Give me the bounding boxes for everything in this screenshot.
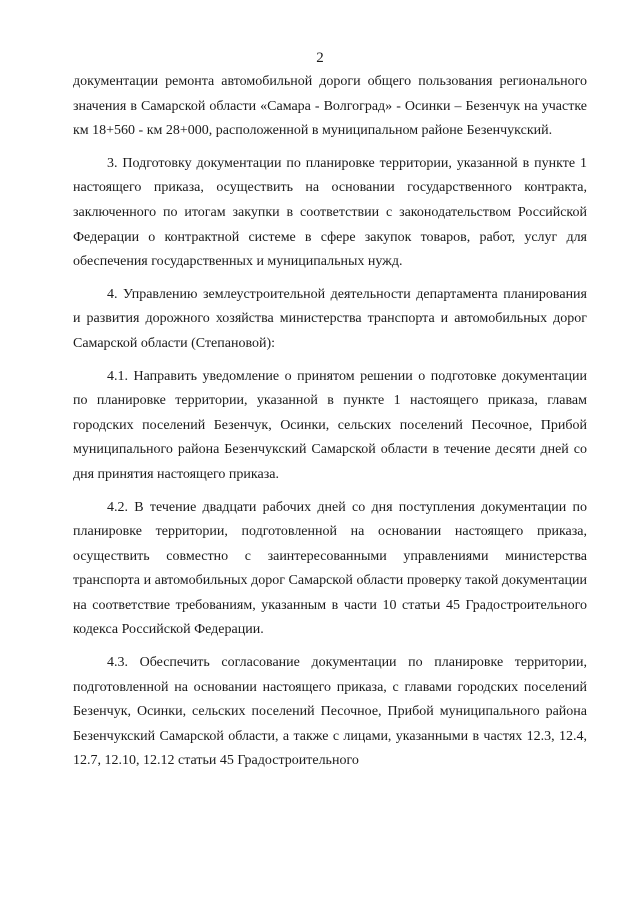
paragraph-item-4-1: 4.1. Направить уведомление о принятом решении о подготовке документации по планировке территории, указанной в пункте 1 настоящего приказа, главам городских поселений Безенчук, Осинки, сельских поселений Песочное, Прибой муниципального района Безенчукский Самарской области в течение десяти дней со дня принятия настоящего приказа. bbox=[73, 368, 587, 482]
paragraph-item-3: 3. Подготовку документации по планировке территории, указанной в пункте 1 настоящего приказа, осуществить на основании государственного контракта, заключенного по итогам закупки в соответствии с законодательством Российской Федерации о контрактной системе в сфере закупок товаров, работ, услуг для обеспечения государственных и муниципальных нужд. bbox=[73, 155, 587, 270]
paragraph-item-4-3: 4.3. Обеспечить согласование документации по планировке территории, подготовленной на основании настоящего приказа, с главами городских поселений Безенчук, Осинки, сельских поселений Песочное, Прибой муниципального района Безенчукский Самарской области, а также с лицами, указанными в частях 12.3, 12.4, 12.7, 12.10, 12.12 статьи 45 Градостроительного bbox=[73, 655, 587, 769]
page-number: 2 bbox=[316, 50, 324, 66]
paragraph-item-4: 4. Управлению землеустроительной деятельности департамента планирования и развития дорожного хозяйства министерства транспорта и автомобильных дорог Самарской области (Степановой): bbox=[73, 286, 587, 351]
document-body bbox=[73, 70, 587, 782]
paragraph-continuation: документации ремонта автомобильной дороги общего пользования регионального значения в Самарской области «Самара - Волгоград» - Осинки – Безенчук на участке км 18+560 - км 28+000, расположенной в муниципальном районе Безенчукский. bbox=[73, 74, 587, 139]
paragraph-item-4-2: 4.2. В течение двадцати рабочих дней со дня поступления документации по планировке территории, подготовленной на основании настоящего приказа, осуществить совместно с заинтересованными управлениями министерства транспорта и автомобильных дорог Самарской области проверку такой документации на соответствие требованиям, указанным в части 10 статьи 45 Градостроительного кодекса Российской Федерации. bbox=[73, 499, 587, 638]
